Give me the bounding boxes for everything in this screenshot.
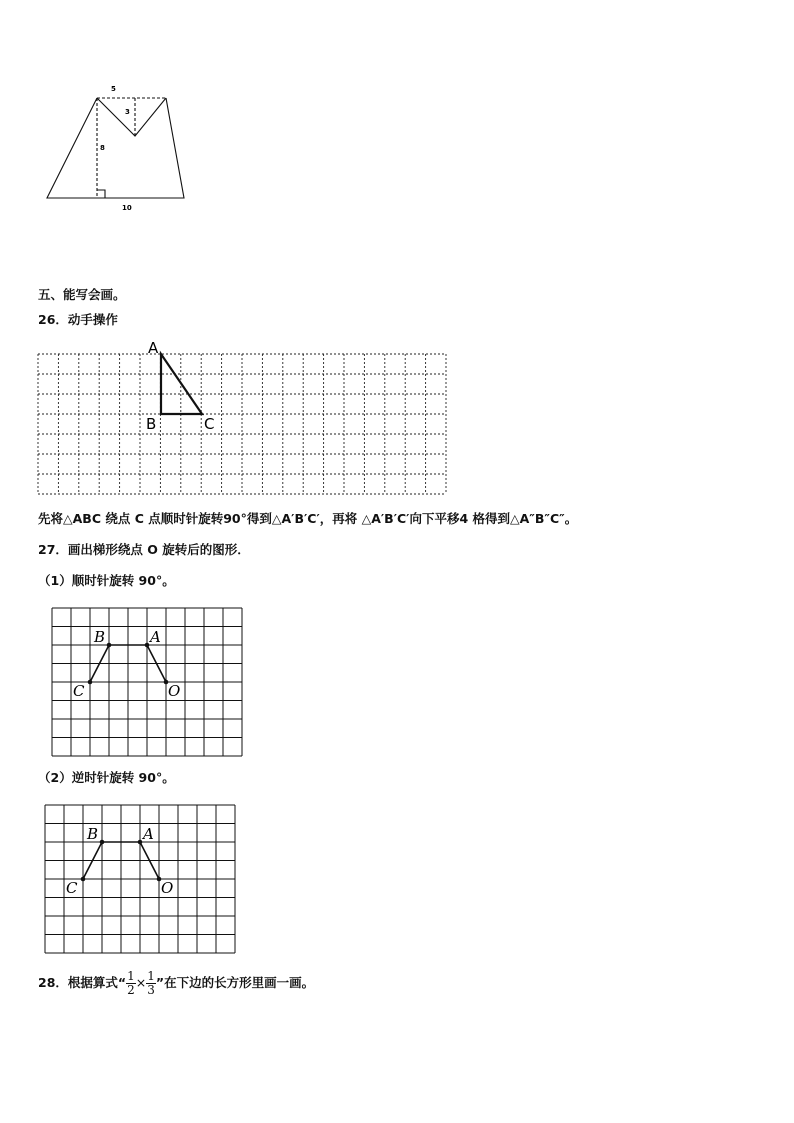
point-b-dot bbox=[107, 643, 112, 648]
fraction-2-denominator: 3 bbox=[147, 983, 155, 997]
point-b-dot bbox=[100, 840, 105, 845]
right-angle-mark bbox=[97, 190, 105, 198]
q26-label-b: B bbox=[146, 415, 157, 433]
q27-grid-2 bbox=[33, 797, 243, 957]
q26-grid bbox=[30, 336, 460, 506]
q27b-label-b: B bbox=[87, 825, 99, 843]
fraction-2-numerator: 1 bbox=[147, 969, 155, 983]
fraction-1-denominator: 2 bbox=[127, 983, 135, 997]
trapezoid-outline bbox=[47, 98, 184, 198]
point-a-dot bbox=[138, 840, 143, 845]
triangle-abc bbox=[161, 354, 202, 414]
times-sign: × bbox=[135, 975, 147, 990]
q27a-label-c: C bbox=[73, 682, 85, 700]
q27a-label-a: A bbox=[150, 628, 161, 646]
q27-part1: （1）顺时针旋转 90°。 bbox=[38, 573, 175, 588]
q26-title: 26．动手操作 bbox=[38, 312, 118, 327]
trapezoid-depth-label: 3 bbox=[125, 108, 130, 116]
q26-label-a: A bbox=[148, 339, 159, 357]
q27b-label-a: A bbox=[143, 825, 154, 843]
q28-prefix: 28．根据算式“ bbox=[38, 975, 127, 990]
trapezoid-height-label: 8 bbox=[100, 144, 105, 152]
fraction-1-numerator: 1 bbox=[127, 969, 135, 983]
q27-part2: （2）逆时针旋转 90°。 bbox=[38, 770, 175, 785]
q27-title: 27．画出梯形绕点 O 旋转后的图形． bbox=[38, 542, 250, 557]
point-c-dot bbox=[81, 877, 86, 882]
q28-line bbox=[38, 966, 314, 1000]
q26-label-c: C bbox=[204, 415, 215, 433]
q27b-label-o: O bbox=[161, 879, 174, 897]
q27-grid-1 bbox=[40, 600, 250, 760]
trapezoid-base-label: 10 bbox=[122, 204, 132, 212]
point-c-dot bbox=[88, 680, 93, 685]
fraction-one-half bbox=[126, 970, 136, 997]
q26-instruction: 先将△ABC 绕点 C 点顺时针旋转90°得到△A′B′C′，再将 △A′B′C′向下平移4 格得到△A″B″C″。 bbox=[38, 511, 578, 526]
section-heading: 五、能写会画。 bbox=[38, 287, 126, 302]
point-a-dot bbox=[145, 643, 150, 648]
q27a-label-o: O bbox=[168, 682, 181, 700]
q27b-label-c: C bbox=[66, 879, 78, 897]
trapezoid-figure bbox=[40, 78, 200, 218]
trapezoid-top-label: 5 bbox=[111, 85, 116, 93]
trapezoid-notch bbox=[97, 98, 166, 136]
q28-suffix: ”在下边的长方形里画一画。 bbox=[155, 975, 315, 990]
q27a-label-b: B bbox=[94, 628, 106, 646]
fraction-one-third bbox=[146, 970, 156, 997]
